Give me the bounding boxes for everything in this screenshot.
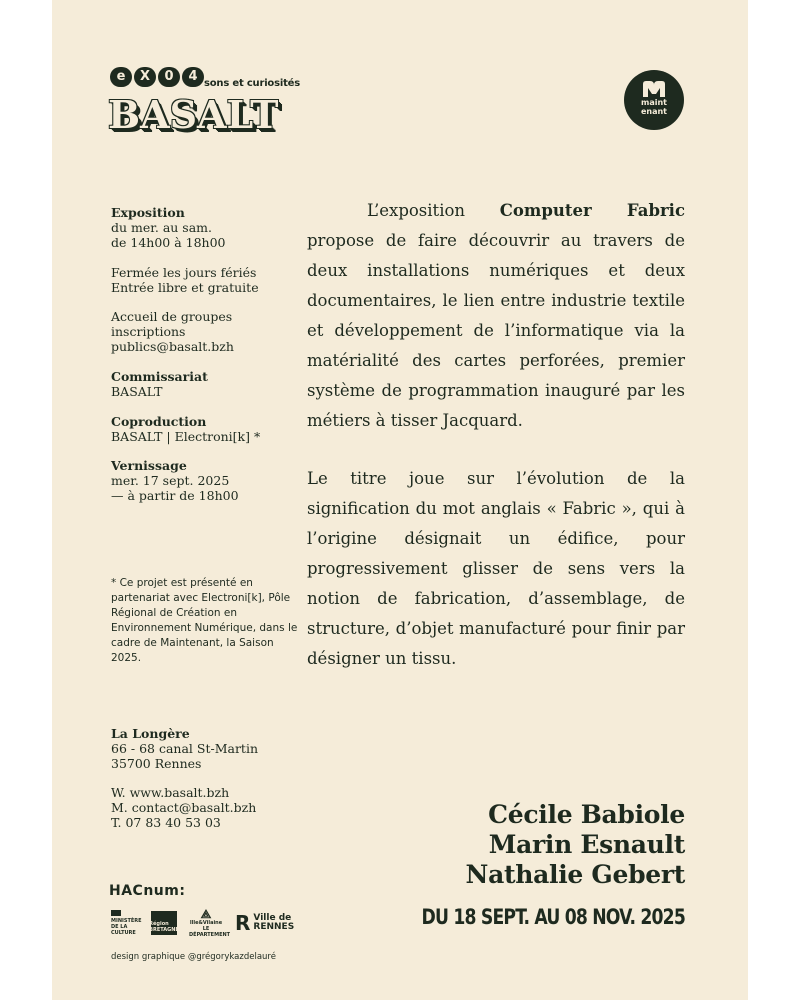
- p1-rest: propose de faire découvrir au travers de deux installations numériques et deux documentaires, le lien entre industrie textile et développement de l’informatique via la matérialité des cartes perforées, premier système de programmation inauguré par les métiers à tisser Jacquard.: [307, 231, 685, 430]
- rennes-line2: RENNES: [253, 922, 295, 932]
- departement-text: Ille&Vilaine LE DÉPARTEMENT: [189, 920, 231, 938]
- website: W. www.basalt.bzh: [111, 785, 230, 800]
- departement-icon: ⟁: [200, 907, 212, 921]
- coprod: BASALT | Electroni[k] *: [111, 429, 261, 444]
- coproduction-info: [111, 414, 291, 444]
- region-text: Région BRETAGNE: [149, 921, 179, 933]
- opening-info: [111, 458, 291, 503]
- expo-hours: de 14h00 à 18h00: [111, 235, 226, 250]
- maintenant-logo: [624, 70, 684, 130]
- basalt-logo: BASALT: [108, 92, 279, 137]
- groups-line1: Accueil de groupes: [111, 309, 233, 324]
- groups-info: [111, 309, 291, 354]
- maintenant-m-icon: [642, 80, 666, 98]
- phone: T. 07 83 40 53 03: [111, 815, 221, 830]
- region-logo: [151, 911, 177, 935]
- access-info: [111, 265, 291, 295]
- partnership-note: * Ce projet est présenté en partenariat avec Electroni[k], Pôle Régional de Création en Environnement Numérique, dans le cadre de Maintenant, la Saison 2025.: [111, 577, 298, 664]
- expo-days: du mer. au sam.: [111, 220, 212, 235]
- curator: BASALT: [111, 384, 163, 399]
- artist-name: Nathalie Gebert: [465, 860, 685, 889]
- description-paragraph-2: [307, 464, 685, 674]
- exhibition-dates: DU 18 SEPT. AU 08 NOV. 2025: [421, 905, 685, 929]
- artists: [352, 800, 685, 890]
- departement-logo: [189, 907, 231, 938]
- exhibition-info: [111, 205, 291, 250]
- opening-title: Vernissage: [111, 458, 187, 473]
- exo4-logo: [110, 67, 204, 87]
- groups-line2: inscriptions: [111, 324, 186, 339]
- flag-icon: [111, 910, 121, 916]
- p2-text: Le titre joue sur l’évolution de la signification du mot anglais « Fabric », qui à l’origine désignait un édifice, pour progressivement glisser de sens vers la notion de fabrication, d’assemblage, de structure, d’objet manufacturé pour finir par désigner un tissu.: [307, 469, 685, 668]
- tagline: sons et curiosités: [204, 78, 300, 89]
- rennes-r-icon: R: [235, 911, 251, 935]
- logo-letter: e: [110, 67, 132, 87]
- curator-info: [111, 369, 291, 399]
- curator-title: Commissariat: [111, 369, 208, 384]
- venue-street: 66 - 68 canal St-Martin: [111, 741, 258, 756]
- venue-city: 35700 Rennes: [111, 756, 202, 771]
- ministry-text: MINISTÈRE DE LA CULTURE: [111, 918, 142, 936]
- entry-info: Entrée libre et gratuite: [111, 280, 259, 295]
- hacnum-logo: HACnum:: [109, 883, 186, 899]
- opening-date: mer. 17 sept. 2025: [111, 473, 230, 488]
- opening-time: — à partir de 18h00: [111, 488, 239, 503]
- rennes-line1: Ville de: [253, 913, 292, 923]
- closed-info: Fermée les jours fériés: [111, 265, 257, 280]
- venue-info: [111, 726, 291, 771]
- maintenant-line2: enant: [640, 107, 668, 116]
- artist-name: Cécile Babiole: [488, 800, 685, 829]
- contact-info: [111, 785, 291, 830]
- coprod-title: Coproduction: [111, 414, 207, 429]
- partner-logos: [111, 908, 294, 938]
- maintenant-line1: maint: [641, 98, 667, 107]
- venue-title: La Longère: [111, 726, 190, 741]
- artist-name: Marin Esnault: [488, 830, 685, 859]
- email: M. contact@basalt.bzh: [111, 800, 257, 815]
- ministry-logo: [111, 910, 142, 936]
- description-paragraph-1: [307, 196, 685, 436]
- logo-letter: 4: [182, 67, 204, 87]
- groups-email: publics@basalt.bzh: [111, 339, 234, 354]
- p1-intro: L’exposition: [367, 201, 500, 220]
- rennes-logo: [235, 913, 294, 933]
- poster: [52, 0, 748, 1000]
- exhibition-title: Computer Fabric: [499, 201, 685, 220]
- design-credit: design graphique @grégorykazdelauré: [111, 952, 276, 962]
- logo-letter: 0: [158, 67, 180, 87]
- expo-title: Exposition: [111, 205, 185, 220]
- logo-letter: X: [134, 67, 156, 87]
